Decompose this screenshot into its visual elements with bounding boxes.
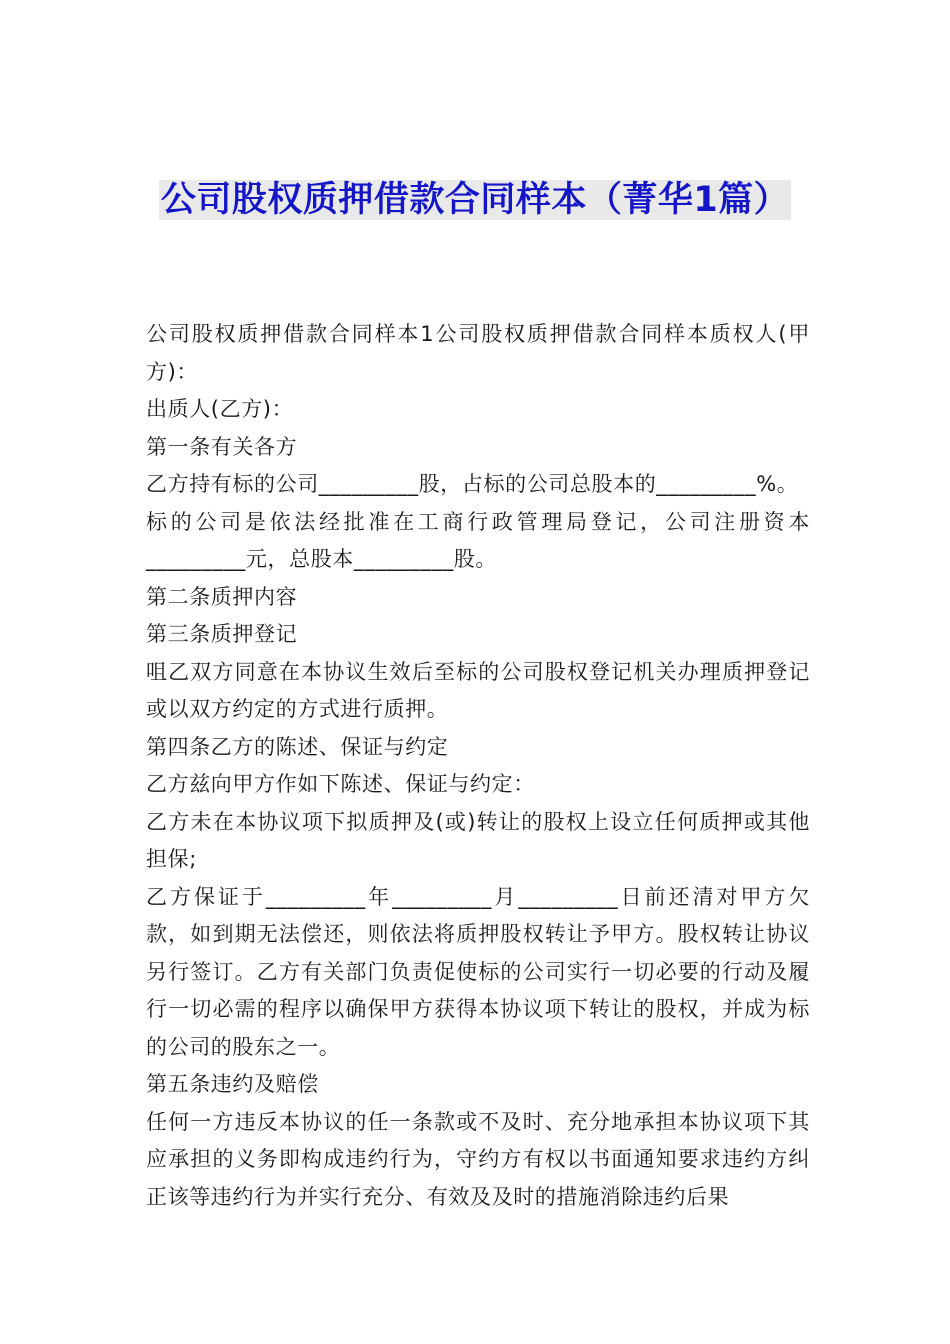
section-heading: 第二条质押内容 (146, 584, 298, 609)
section-heading: 第四条乙方的陈述、保证与约定 (146, 734, 449, 759)
paragraph: 公司股权质押借款合同样本1公司股权质押借款合同样本质权人(甲方)： (146, 322, 810, 384)
paragraph: 标的公司是依法经批准在工商行政管理局登记，公司注册资本_________元，总股本_________股。 (146, 509, 810, 571)
paragraph: 出质人(乙方)： (146, 397, 294, 421)
paragraph: 乙方未在本协议项下拟质押及(或)转让的股权上设立任何质押或其他担保; (146, 809, 810, 871)
document-body (146, 316, 810, 1216)
paragraph: 乙方兹向甲方作如下陈述、保证与约定： (146, 772, 535, 796)
document-title: 公司股权质押借款合同样本（菁华1篇） (160, 180, 790, 220)
paragraph: 任何一方违反本协议的任一条款或不及时、充分地承担本协议项下其应承担的义务即构成违约行为，守约方有权以书面通知要求违约方纠正该等违约行为并实行充分、有效及及时的措施消除违约后果 (146, 1109, 810, 1209)
section-heading: 第三条质押登记 (146, 622, 298, 646)
section-heading: 第一条有关各方 (146, 434, 298, 459)
title-block (120, 174, 830, 232)
section-heading: 第五条违约及赔偿 (146, 1072, 319, 1096)
paragraph: 咀乙双方同意在本协议生效后至标的公司股权登记机关办理质押登记或以双方约定的方式进行质押。 (146, 659, 810, 721)
paragraph: 乙方持有标的公司_________股，占标的公司总股本的_________%。 (146, 472, 799, 496)
paragraph: 乙方保证于_________年_________月_________日前还清对甲方欠款，如到期无法偿还，则依法将质押股权转让予甲方。股权转让协议另行签订。乙方有关部门负责促使标的公司实行一切必要的行动及履行一切必需的程序以确保甲方获得本协议项下转让的股权，并成为标的公司的股东之一。 (146, 884, 810, 1059)
